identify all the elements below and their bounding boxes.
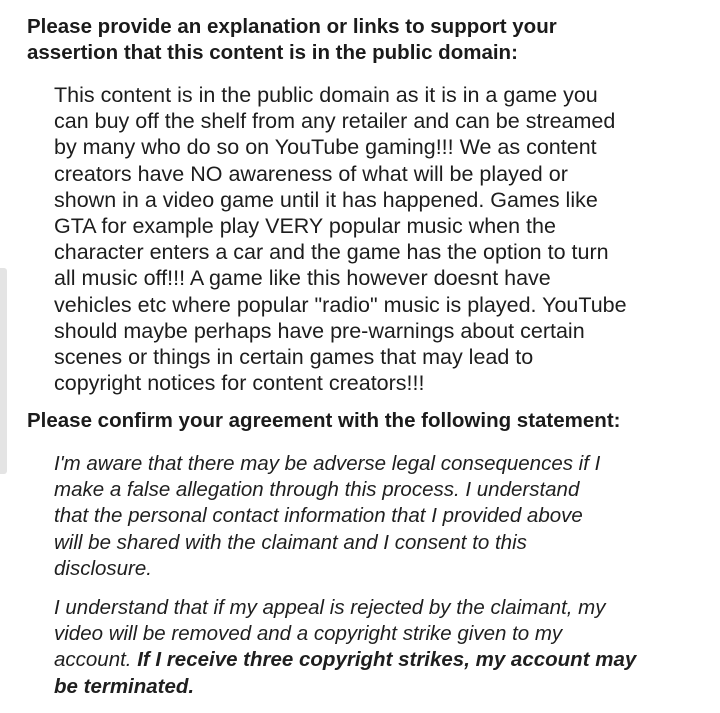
answer-line: scenes or things in certain games that may lead to <box>54 345 534 370</box>
legal-statement <box>54 451 600 582</box>
statement-line: I'm aware that there may be adverse legal consequences if I <box>54 452 601 475</box>
statement-line: disclosure. <box>54 556 152 580</box>
answer-line: vehicles etc where popular "radio" music is played. YouTube <box>54 292 627 317</box>
answer-line: can buy off the shelf from any retailer and can be streamed <box>54 109 616 134</box>
statement-line <box>54 674 636 700</box>
answer-line: creators have NO awareness of what will be played or <box>54 161 568 186</box>
statement-line: will be shared with the claimant and I consent to this <box>54 530 527 554</box>
statement-line: make a false allegation through this process. I understand <box>54 478 580 502</box>
answer-line: by many who do so on YouTube gaming!!! We as content <box>54 135 597 160</box>
heading-line: assertion that this content is in the public domain: <box>27 41 518 64</box>
answer-line: This content is in the public domain as it is in a game you <box>54 83 598 107</box>
answer-line: character enters a car and the game has the option to turn <box>54 240 609 265</box>
answer-line: copyright notices for content creators!!! <box>54 371 425 396</box>
statement-line: that the personal contact information that I provided above <box>54 504 583 528</box>
explanation-answer <box>54 82 627 396</box>
statement-line <box>54 647 636 673</box>
strike-warning: be terminated. <box>54 674 195 698</box>
strike-statement <box>54 595 636 700</box>
answer-line: GTA for example play VERY popular music when the <box>54 214 556 239</box>
agreement-heading: Please confirm your agreement with the following statement: <box>27 409 621 432</box>
answer-line: shown in a video game until it has happened. Games like <box>54 187 598 212</box>
heading-line: Please provide an explanation or links to support your <box>27 15 557 38</box>
statement-plain-text: account. <box>54 648 138 672</box>
statement-line: video will be removed and a copyright strike given to my <box>54 622 563 646</box>
statement-line: I understand that if my appeal is rejected by the claimant, my <box>54 596 606 619</box>
answer-line: should maybe perhaps have pre-warnings about certain <box>54 318 585 343</box>
answer-line: all music off!!! A game like this however doesnt have <box>54 266 551 291</box>
strike-warning: If I receive three copyright strikes, my account may <box>137 648 637 672</box>
explanation-heading <box>27 14 557 66</box>
